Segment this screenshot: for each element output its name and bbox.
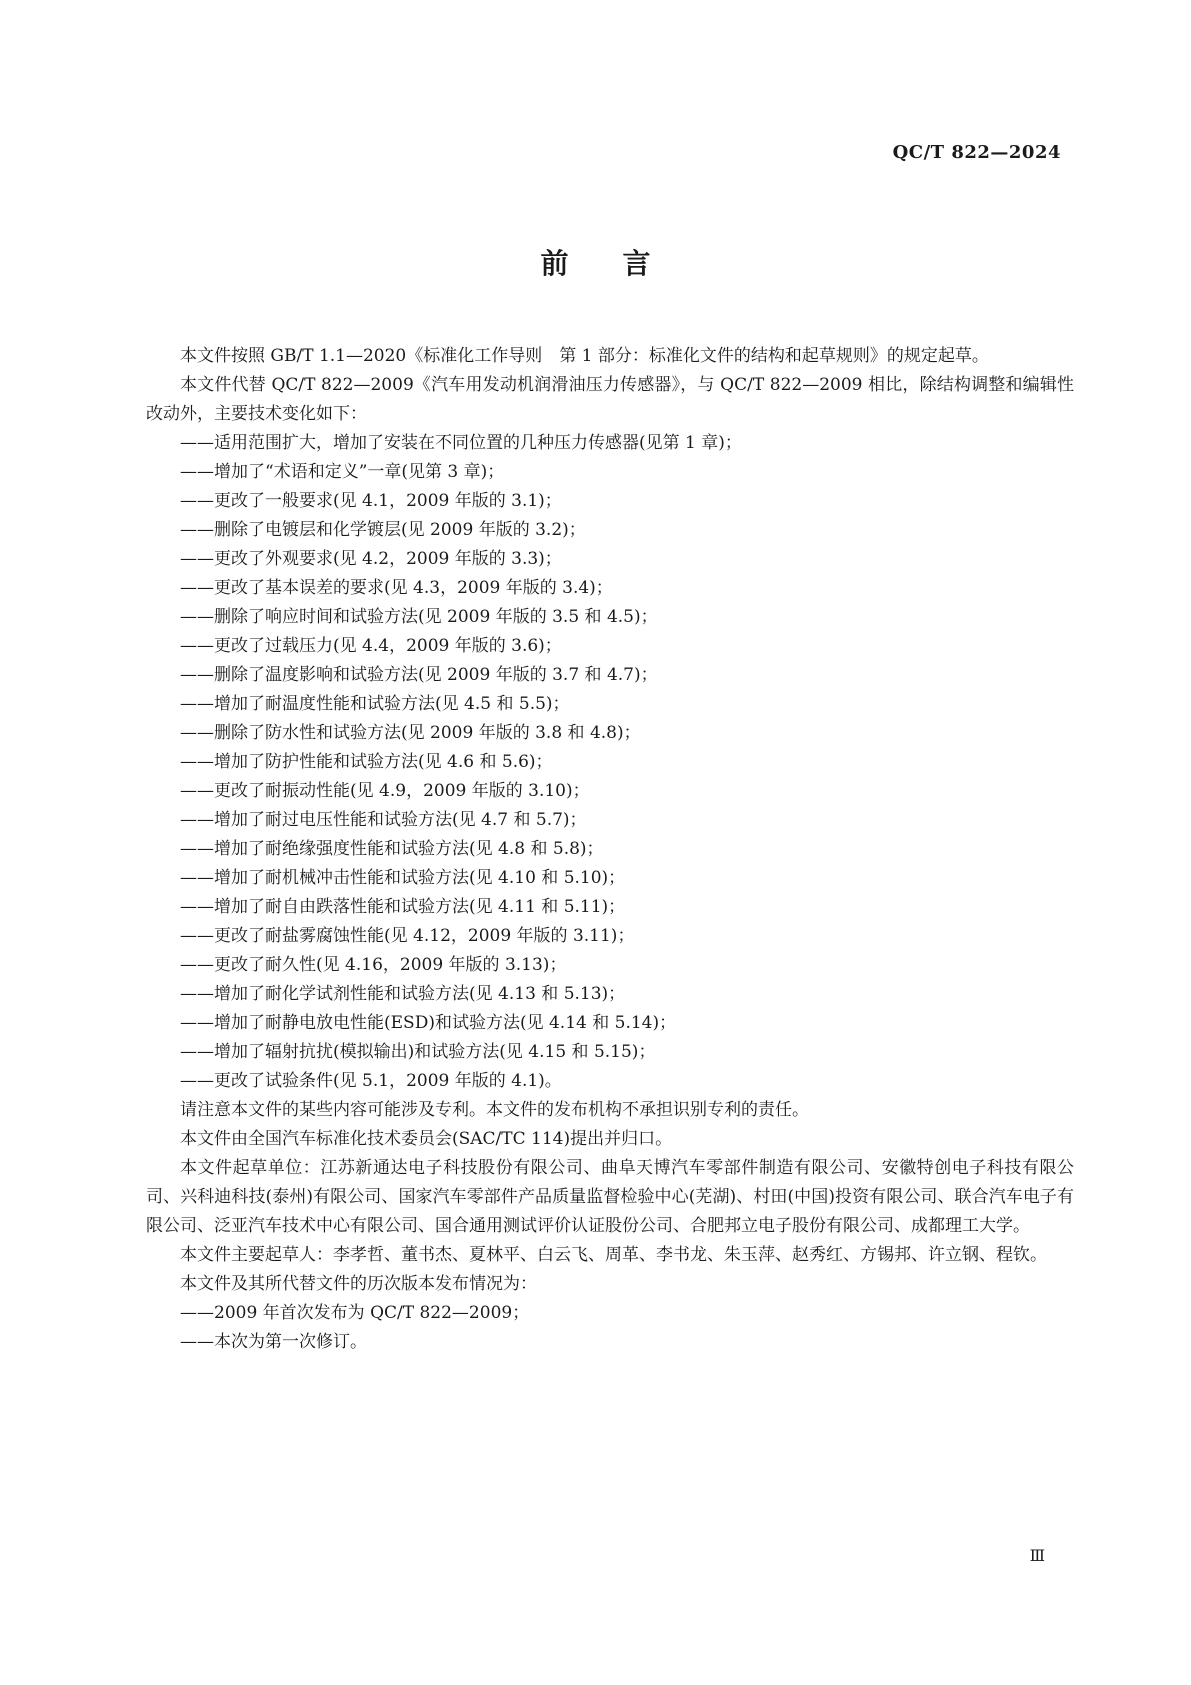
foreword-body bbox=[146, 342, 1074, 1357]
list-item: ——增加了耐机械冲击性能和试验方法(见 4.10 和 5.10)； bbox=[180, 868, 626, 888]
version-history-list bbox=[146, 1299, 1074, 1357]
list-item: ——增加了耐过电压性能和试验方法(见 4.7 和 5.7)； bbox=[180, 810, 587, 830]
list-item: ——2009 年首次发布为 QC/T 822—2009； bbox=[180, 1303, 530, 1323]
paragraph-drafters: 本文件主要起草人：李孝哲、董书杰、夏林平、白云飞、周革、李书龙、朱玉萍、赵秀红、方锡邦、许立钢、程钦。 bbox=[180, 1245, 1047, 1265]
list-item: ——更改了过载压力(见 4.4，2009 年版的 3.6)； bbox=[180, 636, 562, 656]
list-item: ——增加了辐射抗扰(模拟输出)和试验方法(见 4.15 和 5.15)； bbox=[180, 1042, 656, 1062]
list-item: ——更改了耐盐雾腐蚀性能(见 4.12，2009 年版的 3.11)； bbox=[180, 926, 635, 946]
list-item: ——删除了温度影响和试验方法(见 2009 年版的 3.7 和 4.7)； bbox=[180, 665, 658, 685]
list-item: ——增加了耐温度性能和试验方法(见 4.5 和 5.5)； bbox=[180, 694, 570, 714]
document-code: QC/T 822—2024 bbox=[892, 142, 1061, 163]
page-number: Ⅲ bbox=[1029, 1546, 1045, 1565]
list-item: ——删除了电镀层和化学镀层(见 2009 年版的 3.2)； bbox=[180, 520, 586, 540]
paragraph-drafting-rules: 本文件按照 GB/T 1.1—2020《标准化工作导则 第 1 部分：标准化文件的结构和起草规则》的规定起草。 bbox=[180, 346, 989, 366]
list-item: ——更改了外观要求(见 4.2，2009 年版的 3.3)； bbox=[180, 549, 562, 569]
list-item: ——本次为第一次修订。 bbox=[180, 1332, 367, 1352]
list-item: ——适用范围扩大，增加了安装在不同位置的几种压力传感器(见第 1 章)； bbox=[180, 433, 742, 453]
list-item: ——更改了试验条件(见 5.1，2009 年版的 4.1)。 bbox=[180, 1071, 562, 1091]
list-item: ——增加了耐绝缘强度性能和试验方法(见 4.8 和 5.8)； bbox=[180, 839, 604, 859]
list-item: ——增加了防护性能和试验方法(见 4.6 和 5.6)； bbox=[180, 752, 553, 772]
list-item: ——删除了响应时间和试验方法(见 2009 年版的 3.5 和 4.5)； bbox=[180, 607, 658, 627]
paragraph-drafting-units: 本文件起草单位：江苏新通达电子科技股份有限公司、曲阜天博汽车零部件制造有限公司、安徽特创电子科技有限公司、兴科迪科技(泰州)有限公司、国家汽车零部件产品质量监督检验中心(芜湖)、村田(中国)投资有限公司、联合汽车电子有限公司、泛亚汽车技术中心有限公司、国合通用测试评价认证股份公司、合肥邦立电子股份有限公司、成都理工大学。 bbox=[146, 1158, 1074, 1236]
paragraph-patent-notice: 请注意本文件的某些内容可能涉及专利。本文件的发布机构不承担识别专利的责任。 bbox=[180, 1100, 809, 1120]
list-item: ——增加了耐静电放电性能(ESD)和试验方法(见 4.14 和 5.14)； bbox=[180, 1013, 677, 1033]
list-item: ——更改了耐振动性能(见 4.9，2009 年版的 3.10)； bbox=[180, 781, 590, 801]
list-item: ——删除了防水性和试验方法(见 2009 年版的 3.8 和 4.8)； bbox=[180, 723, 641, 743]
list-item: ——增加了“术语和定义”一章(见第 3 章)； bbox=[180, 462, 505, 482]
paragraph-proposing-body: 本文件由全国汽车标准化技术委员会(SAC/TC 114)提出并归口。 bbox=[180, 1129, 673, 1149]
list-item: ——更改了耐久性(见 4.16，2009 年版的 3.13)； bbox=[180, 955, 567, 975]
list-item: ——更改了一般要求(见 4.1，2009 年版的 3.1)； bbox=[180, 491, 562, 511]
paragraph-version-history: 本文件及其所代替文件的历次版本发布情况为： bbox=[180, 1274, 537, 1294]
paragraph-replacement-notice: 本文件代替 QC/T 822—2009《汽车用发动机润滑油压力传感器》，与 QC/T 822—2009 相比，除结构调整和编辑性改动外，主要技术变化如下： bbox=[146, 375, 1074, 424]
list-item: ——增加了耐自由跌落性能和试验方法(见 4.11 和 5.11)； bbox=[180, 897, 626, 917]
page-title: 前言 bbox=[540, 247, 705, 280]
list-item: ——更改了基本误差的要求(见 4.3，2009 年版的 3.4)； bbox=[180, 578, 613, 598]
technical-changes-list bbox=[146, 429, 1074, 1096]
list-item: ——增加了耐化学试剂性能和试验方法(见 4.13 和 5.13)； bbox=[180, 984, 626, 1004]
